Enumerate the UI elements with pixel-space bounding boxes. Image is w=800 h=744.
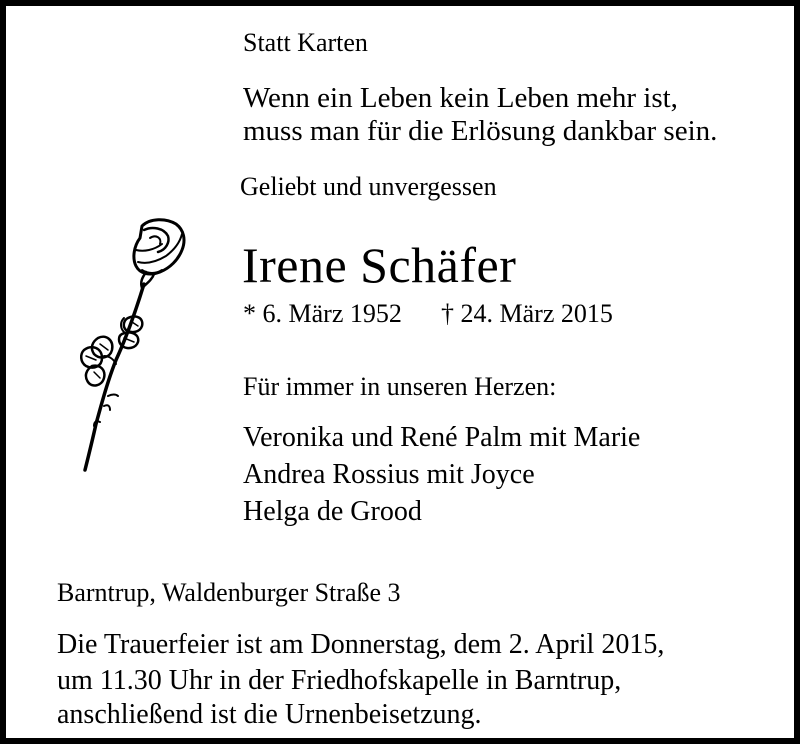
header-statt-karten: Statt Karten (243, 28, 368, 57)
beloved-line: Geliebt und unvergessen (240, 172, 497, 201)
funeral-line-2: um 11.30 Uhr in der Friedhofskapelle in Barntrup, (57, 665, 622, 696)
deceased-name: Irene Schäfer (242, 237, 517, 293)
forever-line: Für immer in unseren Herzen: (243, 372, 557, 401)
death-date: † 24. März 2015 (441, 299, 613, 328)
funeral-line-1: Die Trauerfeier ist am Donnerstag, dem 2. April 2015, (57, 629, 665, 660)
funeral-line-3: anschließend ist die Urnenbeisetzung. (57, 699, 482, 730)
mourner-line: Veronika und René Palm mit Marie (243, 422, 641, 453)
quote-line-1: Wenn ein Leben kein Leben mehr ist, (243, 82, 678, 114)
address-line: Barntrup, Waldenburger Straße 3 (57, 578, 401, 607)
birth-date: * 6. März 1952 (243, 299, 402, 328)
mourner-line: Andrea Rossius mit Joyce (243, 459, 535, 490)
mourner-line: Helga de Grood (243, 496, 422, 527)
rose-icon (70, 210, 200, 480)
quote-line-2: muss man für die Erlösung dankbar sein. (243, 115, 718, 147)
